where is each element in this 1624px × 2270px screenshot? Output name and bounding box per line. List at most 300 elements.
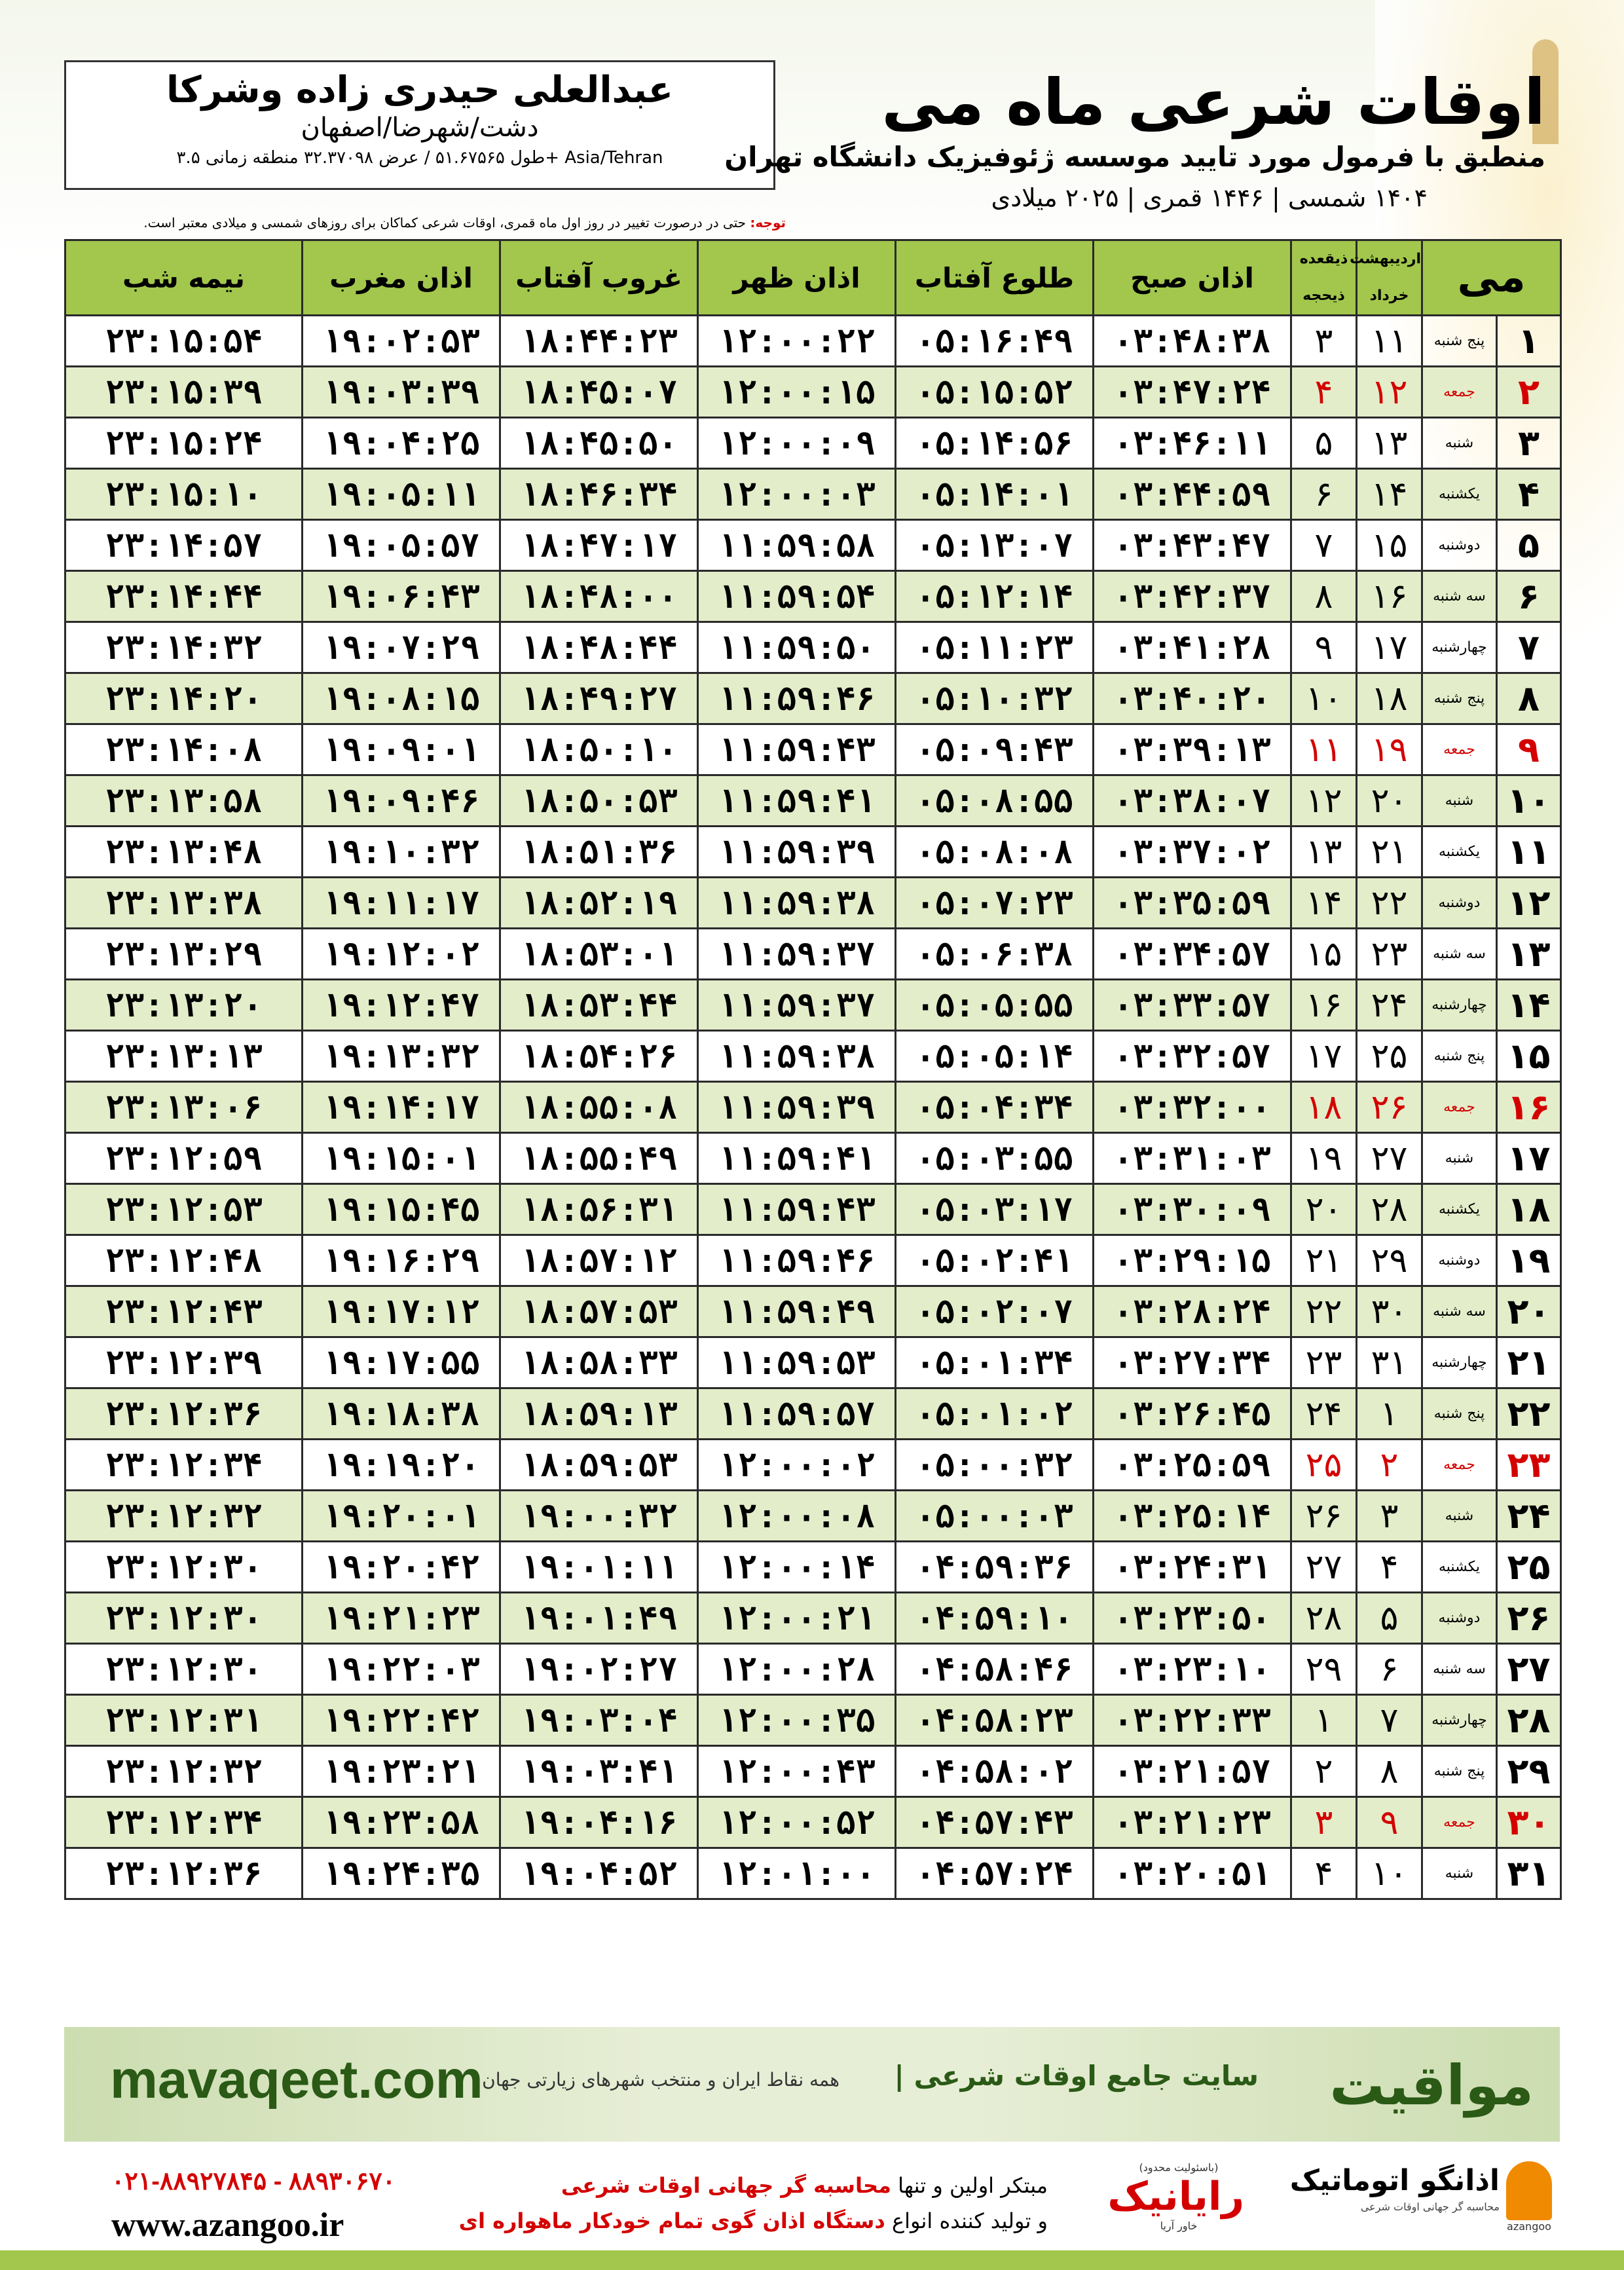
midnight-time: ۲۳:۱۵:۲۴ [65, 418, 303, 469]
midnight-time: ۲۳:۱۲:۳۲ [65, 1491, 303, 1542]
midnight-time: ۲۳:۱۲:۳۲ [65, 1746, 303, 1797]
qamari-day: ۱ [1291, 1695, 1357, 1746]
weekday: شنبه [1422, 418, 1497, 469]
shamsi-day: ۱۳ [1357, 418, 1422, 469]
maghrib-time: ۱۹:۲۱:۲۳ [303, 1593, 500, 1644]
dhuhr-time: ۱۲:۰۰:۰۹ [698, 418, 896, 469]
midnight-time: ۲۳:۱۲:۴۳ [65, 1286, 303, 1337]
sunrise-time: ۰۵:۰۵:۱۴ [896, 1031, 1094, 1082]
dhuhr-time: ۱۱:۵۹:۴۳ [698, 724, 896, 775]
table-row [65, 1797, 1561, 1848]
day-number: ۲۲ [1497, 1388, 1561, 1440]
weekday: یکشنبه [1422, 469, 1497, 520]
maghrib-time: ۱۹:۲۰:۰۱ [303, 1491, 500, 1542]
table-row [65, 469, 1561, 520]
sunrise-time: ۰۴:۵۷:۴۳ [896, 1797, 1094, 1848]
qamari-day: ۲۸ [1291, 1593, 1357, 1644]
sunset-time: ۱۸:۴۴:۲۳ [500, 316, 698, 367]
fajr-time: ۰۳:۴۴:۵۹ [1094, 469, 1291, 520]
sunset-time: ۱۸:۴۵:۰۷ [500, 367, 698, 418]
day-number: ۱۷ [1497, 1133, 1561, 1184]
phone-numbers: ۰۲۱-۸۸۹۲۷۸۴۵ - ۸۸۹۳۰۶۷۰ [111, 2168, 396, 2195]
sunset-time: ۱۸:۵۷:۱۲ [500, 1235, 698, 1286]
fajr-time: ۰۳:۴۰:۲۰ [1094, 673, 1291, 724]
maghrib-time: ۱۹:۱۴:۱۷ [303, 1082, 500, 1133]
maghrib-time: ۱۹:۲۲:۰۳ [303, 1644, 500, 1695]
midnight-time: ۲۳:۱۲:۳۶ [65, 1388, 303, 1440]
midnight-time: ۲۳:۱۳:۱۳ [65, 1031, 303, 1082]
dhuhr-time: ۱۲:۰۰:۰۸ [698, 1491, 896, 1542]
rayanik-logo-top: (باسئولیت محدود) [1139, 2161, 1219, 2174]
weekday: یکشنبه [1422, 1184, 1497, 1235]
qamari-day: ۱۰ [1291, 673, 1357, 724]
header-khordad: خرداد [1369, 288, 1409, 304]
maghrib-time: ۱۹:۲۳:۲۱ [303, 1746, 500, 1797]
fajr-time: ۰۳:۳۹:۱۳ [1094, 724, 1291, 775]
midnight-time: ۲۳:۱۲:۳۴ [65, 1440, 303, 1491]
qamari-day: ۳ [1291, 316, 1357, 367]
shamsi-day: ۲ [1357, 1440, 1422, 1491]
table-row [65, 622, 1561, 673]
header-shamsi [1350, 240, 1422, 316]
qamari-day: ۲۱ [1291, 1235, 1357, 1286]
table-row [65, 1644, 1561, 1695]
table-row [65, 1746, 1561, 1797]
weekday: جمعه [1422, 367, 1497, 418]
sunrise-time: ۰۴:۵۸:۲۳ [896, 1695, 1094, 1746]
dhuhr-time: ۱۱:۵۹:۳۸ [698, 1031, 896, 1082]
fajr-time: ۰۳:۲۸:۲۴ [1094, 1286, 1291, 1337]
sunrise-time: ۰۵:۰۵:۵۵ [896, 980, 1094, 1031]
maghrib-time: ۱۹:۰۳:۳۹ [303, 367, 500, 418]
midnight-time: ۲۳:۱۵:۵۴ [65, 316, 303, 367]
sunrise-time: ۰۵:۱۶:۴۹ [896, 316, 1094, 367]
dhuhr-time: ۱۲:۰۰:۰۲ [698, 1440, 896, 1491]
weekday: دوشنبه [1422, 1235, 1497, 1286]
shamsi-day: ۲۵ [1357, 1031, 1422, 1082]
weekday: سه شنبه [1422, 1644, 1497, 1695]
sunrise-time: ۰۴:۵۸:۰۲ [896, 1746, 1094, 1797]
maghrib-time: ۱۹:۰۹:۰۱ [303, 724, 500, 775]
dhuhr-time: ۱۱:۵۹:۴۶ [698, 673, 896, 724]
maghrib-time: ۱۹:۱۱:۱۷ [303, 878, 500, 929]
qamari-day: ۸ [1291, 571, 1357, 622]
weekday: شنبه [1422, 1491, 1497, 1542]
dhuhr-time: ۱۱:۵۹:۳۷ [698, 980, 896, 1031]
fajr-time: ۰۳:۳۷:۰۲ [1094, 827, 1291, 878]
sunrise-time: ۰۵:۰۳:۱۷ [896, 1184, 1094, 1235]
midnight-time: ۲۳:۱۳:۲۰ [65, 980, 303, 1031]
weekday: چهارشنبه [1422, 1337, 1497, 1388]
weekday: پنج شنبه [1422, 316, 1497, 367]
azangoo-logo-sub: محاسبه گر جهانی اوقات شرعی [1360, 2201, 1500, 2213]
dhuhr-time: ۱۲:۰۰:۵۲ [698, 1797, 896, 1848]
day-number: ۱۳ [1497, 929, 1561, 980]
fajr-time: ۰۳:۲۱:۲۳ [1094, 1797, 1291, 1848]
maghrib-time: ۱۹:۰۹:۴۶ [303, 775, 500, 827]
shamsi-day: ۲۳ [1357, 929, 1422, 980]
shamsi-day: ۲۹ [1357, 1235, 1422, 1286]
table-row [65, 1593, 1561, 1644]
banner-tagline-text: سایت جامع اوقات شرعی [913, 2060, 1259, 2092]
shamsi-day: ۲۰ [1357, 775, 1422, 827]
calendar-years: ۱۴۰۴ شمسی | ۱۴۴۶ قمری | ۲۰۲۵ میلادی [991, 183, 1428, 212]
fajr-time: ۰۳:۲۵:۵۹ [1094, 1440, 1291, 1491]
maghrib-time: ۱۹:۱۵:۰۱ [303, 1133, 500, 1184]
sunset-time: ۱۹:۰۴:۱۶ [500, 1797, 698, 1848]
sunrise-time: ۰۵:۰۸:۵۵ [896, 775, 1094, 827]
day-number: ۲۹ [1497, 1746, 1561, 1797]
table-row [65, 1031, 1561, 1082]
sunset-time: ۱۸:۵۱:۳۶ [500, 827, 698, 878]
table-row [65, 878, 1561, 929]
weekday: شنبه [1422, 775, 1497, 827]
qamari-day: ۱۲ [1291, 775, 1357, 827]
day-number: ۲۸ [1497, 1695, 1561, 1746]
sunset-time: ۱۸:۵۴:۲۶ [500, 1031, 698, 1082]
sunrise-time: ۰۴:۵۹:۳۶ [896, 1542, 1094, 1593]
header-maghrib: اذان مغرب [303, 240, 500, 316]
day-number: ۱۰ [1497, 775, 1561, 827]
midnight-time: ۲۳:۱۲:۳۰ [65, 1542, 303, 1593]
day-number: ۱۸ [1497, 1184, 1561, 1235]
footer-url[interactable]: www.azangoo.ir [111, 2206, 344, 2244]
dhuhr-time: ۱۲:۰۰:۴۳ [698, 1746, 896, 1797]
sunrise-time: ۰۵:۱۱:۲۳ [896, 622, 1094, 673]
day-number: ۱ [1497, 316, 1561, 367]
table-row [65, 571, 1561, 622]
shamsi-day: ۹ [1357, 1797, 1422, 1848]
table-row [65, 980, 1561, 1031]
qamari-day: ۱۶ [1291, 980, 1357, 1031]
weekday: یکشنبه [1422, 827, 1497, 878]
azangoo-mark-text: azangoo [1507, 2220, 1551, 2233]
prayer-times-table [64, 239, 1562, 1900]
fajr-time: ۰۳:۴۶:۱۱ [1094, 418, 1291, 469]
website-banner [64, 2027, 1560, 2142]
sunset-time: ۱۸:۴۷:۱۷ [500, 520, 698, 571]
maghrib-time: ۱۹:۱۵:۴۵ [303, 1184, 500, 1235]
sunset-time: ۱۸:۵۳:۰۱ [500, 929, 698, 980]
table-row [65, 929, 1561, 980]
maghrib-time: ۱۹:۲۳:۵۸ [303, 1797, 500, 1848]
qamari-day: ۳ [1291, 1797, 1357, 1848]
midnight-time: ۲۳:۱۲:۵۹ [65, 1133, 303, 1184]
header-dhulqadah: ذیقعده [1299, 251, 1348, 267]
day-number: ۷ [1497, 622, 1561, 673]
qamari-day: ۶ [1291, 469, 1357, 520]
dhuhr-time: ۱۱:۵۹:۴۳ [698, 1184, 896, 1235]
header-sunset: غروب آفتاب [500, 240, 698, 316]
shamsi-day: ۱۴ [1357, 469, 1422, 520]
midnight-time: ۲۳:۱۳:۴۸ [65, 827, 303, 878]
table-row [65, 1133, 1561, 1184]
qamari-day: ۵ [1291, 418, 1357, 469]
weekday: پنج شنبه [1422, 1388, 1497, 1440]
maghrib-time: ۱۹:۰۶:۴۳ [303, 571, 500, 622]
shamsi-day: ۲۶ [1357, 1082, 1422, 1133]
fajr-time: ۰۳:۲۲:۳۳ [1094, 1695, 1291, 1746]
day-number: ۲۰ [1497, 1286, 1561, 1337]
sunrise-time: ۰۵:۰۲:۰۷ [896, 1286, 1094, 1337]
weekday: جمعه [1422, 1440, 1497, 1491]
sunrise-time: ۰۵:۰۰:۰۳ [896, 1491, 1094, 1542]
note [64, 215, 786, 231]
sunrise-time: ۰۴:۵۷:۲۴ [896, 1848, 1094, 1899]
midnight-time: ۲۳:۱۲:۳۴ [65, 1797, 303, 1848]
day-number: ۲۱ [1497, 1337, 1561, 1388]
fajr-time: ۰۳:۲۹:۱۵ [1094, 1235, 1291, 1286]
sunset-time: ۱۸:۴۹:۲۷ [500, 673, 698, 724]
maghrib-time: ۱۹:۰۸:۱۵ [303, 673, 500, 724]
midnight-time: ۲۳:۱۳:۲۹ [65, 929, 303, 980]
banner-separator: | [894, 2060, 904, 2092]
promo-line-1-a: مبتکر اولین و تنها [891, 2173, 1048, 2198]
fajr-time: ۰۳:۳۲:۵۷ [1094, 1031, 1291, 1082]
qamari-day: ۲۵ [1291, 1440, 1357, 1491]
table-body [65, 316, 1561, 1899]
table-row [65, 1491, 1561, 1542]
table-row [65, 1440, 1561, 1491]
maghrib-time: ۱۹:۰۵:۱۱ [303, 469, 500, 520]
brand-logo-text: مواقیت [1329, 2053, 1534, 2117]
sunrise-time: ۰۴:۵۹:۱۰ [896, 1593, 1094, 1644]
sunset-time: ۱۸:۵۸:۳۳ [500, 1337, 698, 1388]
sunset-time: ۱۸:۴۸:۰۰ [500, 571, 698, 622]
weekday: دوشنبه [1422, 1593, 1497, 1644]
qamari-day: ۱۸ [1291, 1082, 1357, 1133]
header-dhulhijjah: ذیحجه [1302, 288, 1345, 304]
table-row [65, 1235, 1561, 1286]
day-number: ۲۷ [1497, 1644, 1561, 1695]
fajr-time: ۰۳:۲۷:۳۴ [1094, 1337, 1291, 1388]
fajr-time: ۰۳:۴۳:۴۷ [1094, 520, 1291, 571]
dhuhr-time: ۱۱:۵۹:۴۱ [698, 775, 896, 827]
maghrib-time: ۱۹:۱۰:۳۲ [303, 827, 500, 878]
qamari-day: ۲۳ [1291, 1337, 1357, 1388]
midnight-time: ۲۳:۱۴:۵۷ [65, 520, 303, 571]
sunset-time: ۱۹:۰۱:۱۱ [500, 1542, 698, 1593]
qamari-day: ۲ [1291, 1746, 1357, 1797]
weekday: شنبه [1422, 1133, 1497, 1184]
day-number: ۲۶ [1497, 1593, 1561, 1644]
qamari-day: ۲۰ [1291, 1184, 1357, 1235]
sunset-time: ۱۸:۵۶:۳۱ [500, 1184, 698, 1235]
maghrib-time: ۱۹:۱۶:۲۹ [303, 1235, 500, 1286]
day-number: ۳۱ [1497, 1848, 1561, 1899]
qamari-day: ۲۶ [1291, 1491, 1357, 1542]
company-name: عبدالعلی حیدری زاده وشرکا [166, 69, 673, 111]
qamari-day: ۲۷ [1291, 1542, 1357, 1593]
header-sunrise: طلوع آفتاب [896, 240, 1094, 316]
maghrib-time: ۱۹:۱۷:۵۵ [303, 1337, 500, 1388]
sunset-time: ۱۸:۴۶:۳۴ [500, 469, 698, 520]
midnight-time: ۲۳:۱۳:۵۸ [65, 775, 303, 827]
qamari-day: ۲۹ [1291, 1644, 1357, 1695]
day-number: ۴ [1497, 469, 1561, 520]
qamari-day: ۱۵ [1291, 929, 1357, 980]
table-row [65, 775, 1561, 827]
qamari-day: ۱۷ [1291, 1031, 1357, 1082]
table-row [65, 418, 1561, 469]
midnight-time: ۲۳:۱۵:۱۰ [65, 469, 303, 520]
promo-line-1-b: محاسبه گر جهانی اوقات شرعی [561, 2173, 891, 2198]
banner-tagline [895, 2060, 1259, 2092]
midnight-time: ۲۳:۱۴:۰۸ [65, 724, 303, 775]
fajr-time: ۰۳:۲۶:۴۵ [1094, 1388, 1291, 1440]
day-number: ۳۰ [1497, 1797, 1561, 1848]
weekday: جمعه [1422, 1797, 1497, 1848]
sunset-time: ۱۸:۵۰:۵۳ [500, 775, 698, 827]
maghrib-time: ۱۹:۱۷:۱۲ [303, 1286, 500, 1337]
sunrise-time: ۰۵:۱۰:۳۲ [896, 673, 1094, 724]
sunset-time: ۱۹:۰۱:۴۹ [500, 1593, 698, 1644]
table-row [65, 520, 1561, 571]
weekday: پنج شنبه [1422, 673, 1497, 724]
rayanik-logo-side: خاور آریا [1160, 2220, 1198, 2232]
weekday: چهارشنبه [1422, 1695, 1497, 1746]
promo-line-1 [459, 2168, 1048, 2203]
header-dhuhr: اذان ظهر [698, 240, 896, 316]
shamsi-day: ۱۸ [1357, 673, 1422, 724]
sunrise-time: ۰۵:۱۵:۵۲ [896, 367, 1094, 418]
day-number: ۱۶ [1497, 1082, 1561, 1133]
company-box [64, 60, 775, 190]
sunset-time: ۱۸:۵۵:۴۹ [500, 1133, 698, 1184]
maghrib-time: ۱۹:۲۴:۳۵ [303, 1848, 500, 1899]
midnight-time: ۲۳:۱۲:۳۰ [65, 1644, 303, 1695]
bottom-bar [0, 2250, 1624, 2270]
dhuhr-time: ۱۱:۵۹:۵۰ [698, 622, 896, 673]
weekday: سه شنبه [1422, 571, 1497, 622]
shamsi-day: ۲۸ [1357, 1184, 1422, 1235]
fajr-time: ۰۳:۲۳:۵۰ [1094, 1593, 1291, 1644]
sunrise-time: ۰۵:۰۸:۰۸ [896, 827, 1094, 878]
table-row [65, 673, 1561, 724]
fajr-time: ۰۳:۲۳:۱۰ [1094, 1644, 1291, 1695]
day-number: ۱۴ [1497, 980, 1561, 1031]
day-number: ۱۱ [1497, 827, 1561, 878]
shamsi-day: ۱۹ [1357, 724, 1422, 775]
shamsi-day: ۸ [1357, 1746, 1422, 1797]
note-text: حتی در درصورت تغییر در روز اول ماه قمری، اوقات شرعی کماکان برای روزهای شمسی و میلادی معتبر است. [143, 215, 750, 231]
header-fajr: اذان صبح [1094, 240, 1291, 316]
promo-line-2-b: دستگاه اذان گوی تمام خودکار ماهواره ای [458, 2208, 885, 2233]
sunset-time: ۱۹:۰۳:۰۴ [500, 1695, 698, 1746]
maghrib-time: ۱۹:۱۳:۳۲ [303, 1031, 500, 1082]
fajr-time: ۰۳:۳۸:۰۷ [1094, 775, 1291, 827]
sunset-time: ۱۹:۰۰:۳۲ [500, 1491, 698, 1542]
site-url[interactable]: mavaqeet.com [110, 2050, 483, 2110]
sunset-time: ۱۸:۴۵:۵۰ [500, 418, 698, 469]
header-qamari [1291, 240, 1357, 316]
header-ordibehesht: اردیبهشت [1350, 251, 1421, 267]
sunrise-time: ۰۵:۰۱:۰۲ [896, 1388, 1094, 1440]
fajr-time: ۰۳:۳۵:۵۹ [1094, 878, 1291, 929]
fajr-time: ۰۳:۴۲:۳۷ [1094, 571, 1291, 622]
qamari-day: ۴ [1291, 1848, 1357, 1899]
dhuhr-time: ۱۱:۵۹:۵۴ [698, 571, 896, 622]
maghrib-time: ۱۹:۲۲:۴۲ [303, 1695, 500, 1746]
sunrise-time: ۰۵:۰۲:۴۱ [896, 1235, 1094, 1286]
day-number: ۵ [1497, 520, 1561, 571]
qamari-day: ۲۲ [1291, 1286, 1357, 1337]
note-label: توجه: [750, 215, 786, 231]
header-midnight: نیمه شب [65, 240, 303, 316]
midnight-time: ۲۳:۱۴:۳۲ [65, 622, 303, 673]
azangoo-logo-main: اذانگو اتوماتیک [1289, 2164, 1500, 2197]
maghrib-time: ۱۹:۱۹:۲۰ [303, 1440, 500, 1491]
coordinates: طول ۵۱.۶۷۵۶۵ / عرض ۳۲.۳۷۰۹۸ منطقه زمانی ۳.۵+ Asia/Tehran [176, 148, 663, 168]
qamari-day: ۱۱ [1291, 724, 1357, 775]
fajr-time: ۰۳:۲۴:۳۱ [1094, 1542, 1291, 1593]
sunrise-time: ۰۵:۰۷:۲۳ [896, 878, 1094, 929]
sunrise-time: ۰۵:۱۳:۰۷ [896, 520, 1094, 571]
dhuhr-time: ۱۱:۵۹:۳۹ [698, 1082, 896, 1133]
dhuhr-time: ۱۲:۰۰:۲۱ [698, 1593, 896, 1644]
dhuhr-time: ۱۱:۵۹:۴۱ [698, 1133, 896, 1184]
sunset-time: ۱۸:۵۹:۵۳ [500, 1440, 698, 1491]
weekday: پنج شنبه [1422, 1746, 1497, 1797]
shamsi-day: ۶ [1357, 1644, 1422, 1695]
table-row [65, 1286, 1561, 1337]
fajr-time: ۰۳:۳۳:۵۷ [1094, 980, 1291, 1031]
dhuhr-time: ۱۱:۵۹:۳۸ [698, 878, 896, 929]
rayanik-logo [1107, 2161, 1244, 2232]
sunset-time: ۱۹:۰۲:۲۷ [500, 1644, 698, 1695]
fajr-time: ۰۳:۳۱:۰۳ [1094, 1133, 1291, 1184]
sunset-time: ۱۸:۵۷:۵۳ [500, 1286, 698, 1337]
table-row [65, 1337, 1561, 1388]
fajr-time: ۰۳:۴۱:۲۸ [1094, 622, 1291, 673]
fajr-time: ۰۳:۳۰:۰۹ [1094, 1184, 1291, 1235]
shamsi-day: ۱۰ [1357, 1848, 1422, 1899]
shamsi-day: ۳۱ [1357, 1337, 1422, 1388]
table-row [65, 1082, 1561, 1133]
sunrise-time: ۰۵:۱۲:۱۴ [896, 571, 1094, 622]
weekday: شنبه [1422, 1848, 1497, 1899]
dhuhr-time: ۱۲:۰۰:۱۴ [698, 1542, 896, 1593]
midnight-time: ۲۳:۱۲:۳۱ [65, 1695, 303, 1746]
shamsi-day: ۲۱ [1357, 827, 1422, 878]
table-row [65, 724, 1561, 775]
shamsi-day: ۳ [1357, 1491, 1422, 1542]
maghrib-time: ۱۹:۱۲:۰۲ [303, 929, 500, 980]
sunrise-time: ۰۵:۰۶:۳۸ [896, 929, 1094, 980]
table-row [65, 1388, 1561, 1440]
sunrise-time: ۰۵:۰۱:۳۴ [896, 1337, 1094, 1388]
weekday: سه شنبه [1422, 929, 1497, 980]
day-number: ۲۳ [1497, 1440, 1561, 1491]
table-header-row [65, 240, 1561, 316]
day-number: ۲ [1497, 367, 1561, 418]
weekday: دوشنبه [1422, 520, 1497, 571]
sunrise-time: ۰۵:۰۰:۳۲ [896, 1440, 1094, 1491]
shamsi-day: ۲۴ [1357, 980, 1422, 1031]
sunset-time: ۱۸:۴۸:۴۴ [500, 622, 698, 673]
weekday: چهارشنبه [1422, 622, 1497, 673]
dhuhr-time: ۱۱:۵۹:۳۷ [698, 929, 896, 980]
shamsi-day: ۱۶ [1357, 571, 1422, 622]
sunset-time: ۱۹:۰۴:۵۲ [500, 1848, 698, 1899]
maghrib-time: ۱۹:۰۵:۵۷ [303, 520, 500, 571]
day-number: ۶ [1497, 571, 1561, 622]
dhuhr-time: ۱۱:۵۹:۵۳ [698, 1337, 896, 1388]
weekday: سه شنبه [1422, 1286, 1497, 1337]
rayanik-logo-main: رایانیک [1107, 2174, 1244, 2220]
dhuhr-time: ۱۲:۰۱:۰۰ [698, 1848, 896, 1899]
banner-subtag: همه نقاط ایران و منتخب شهرهای زیارتی جهان [482, 2069, 840, 2091]
